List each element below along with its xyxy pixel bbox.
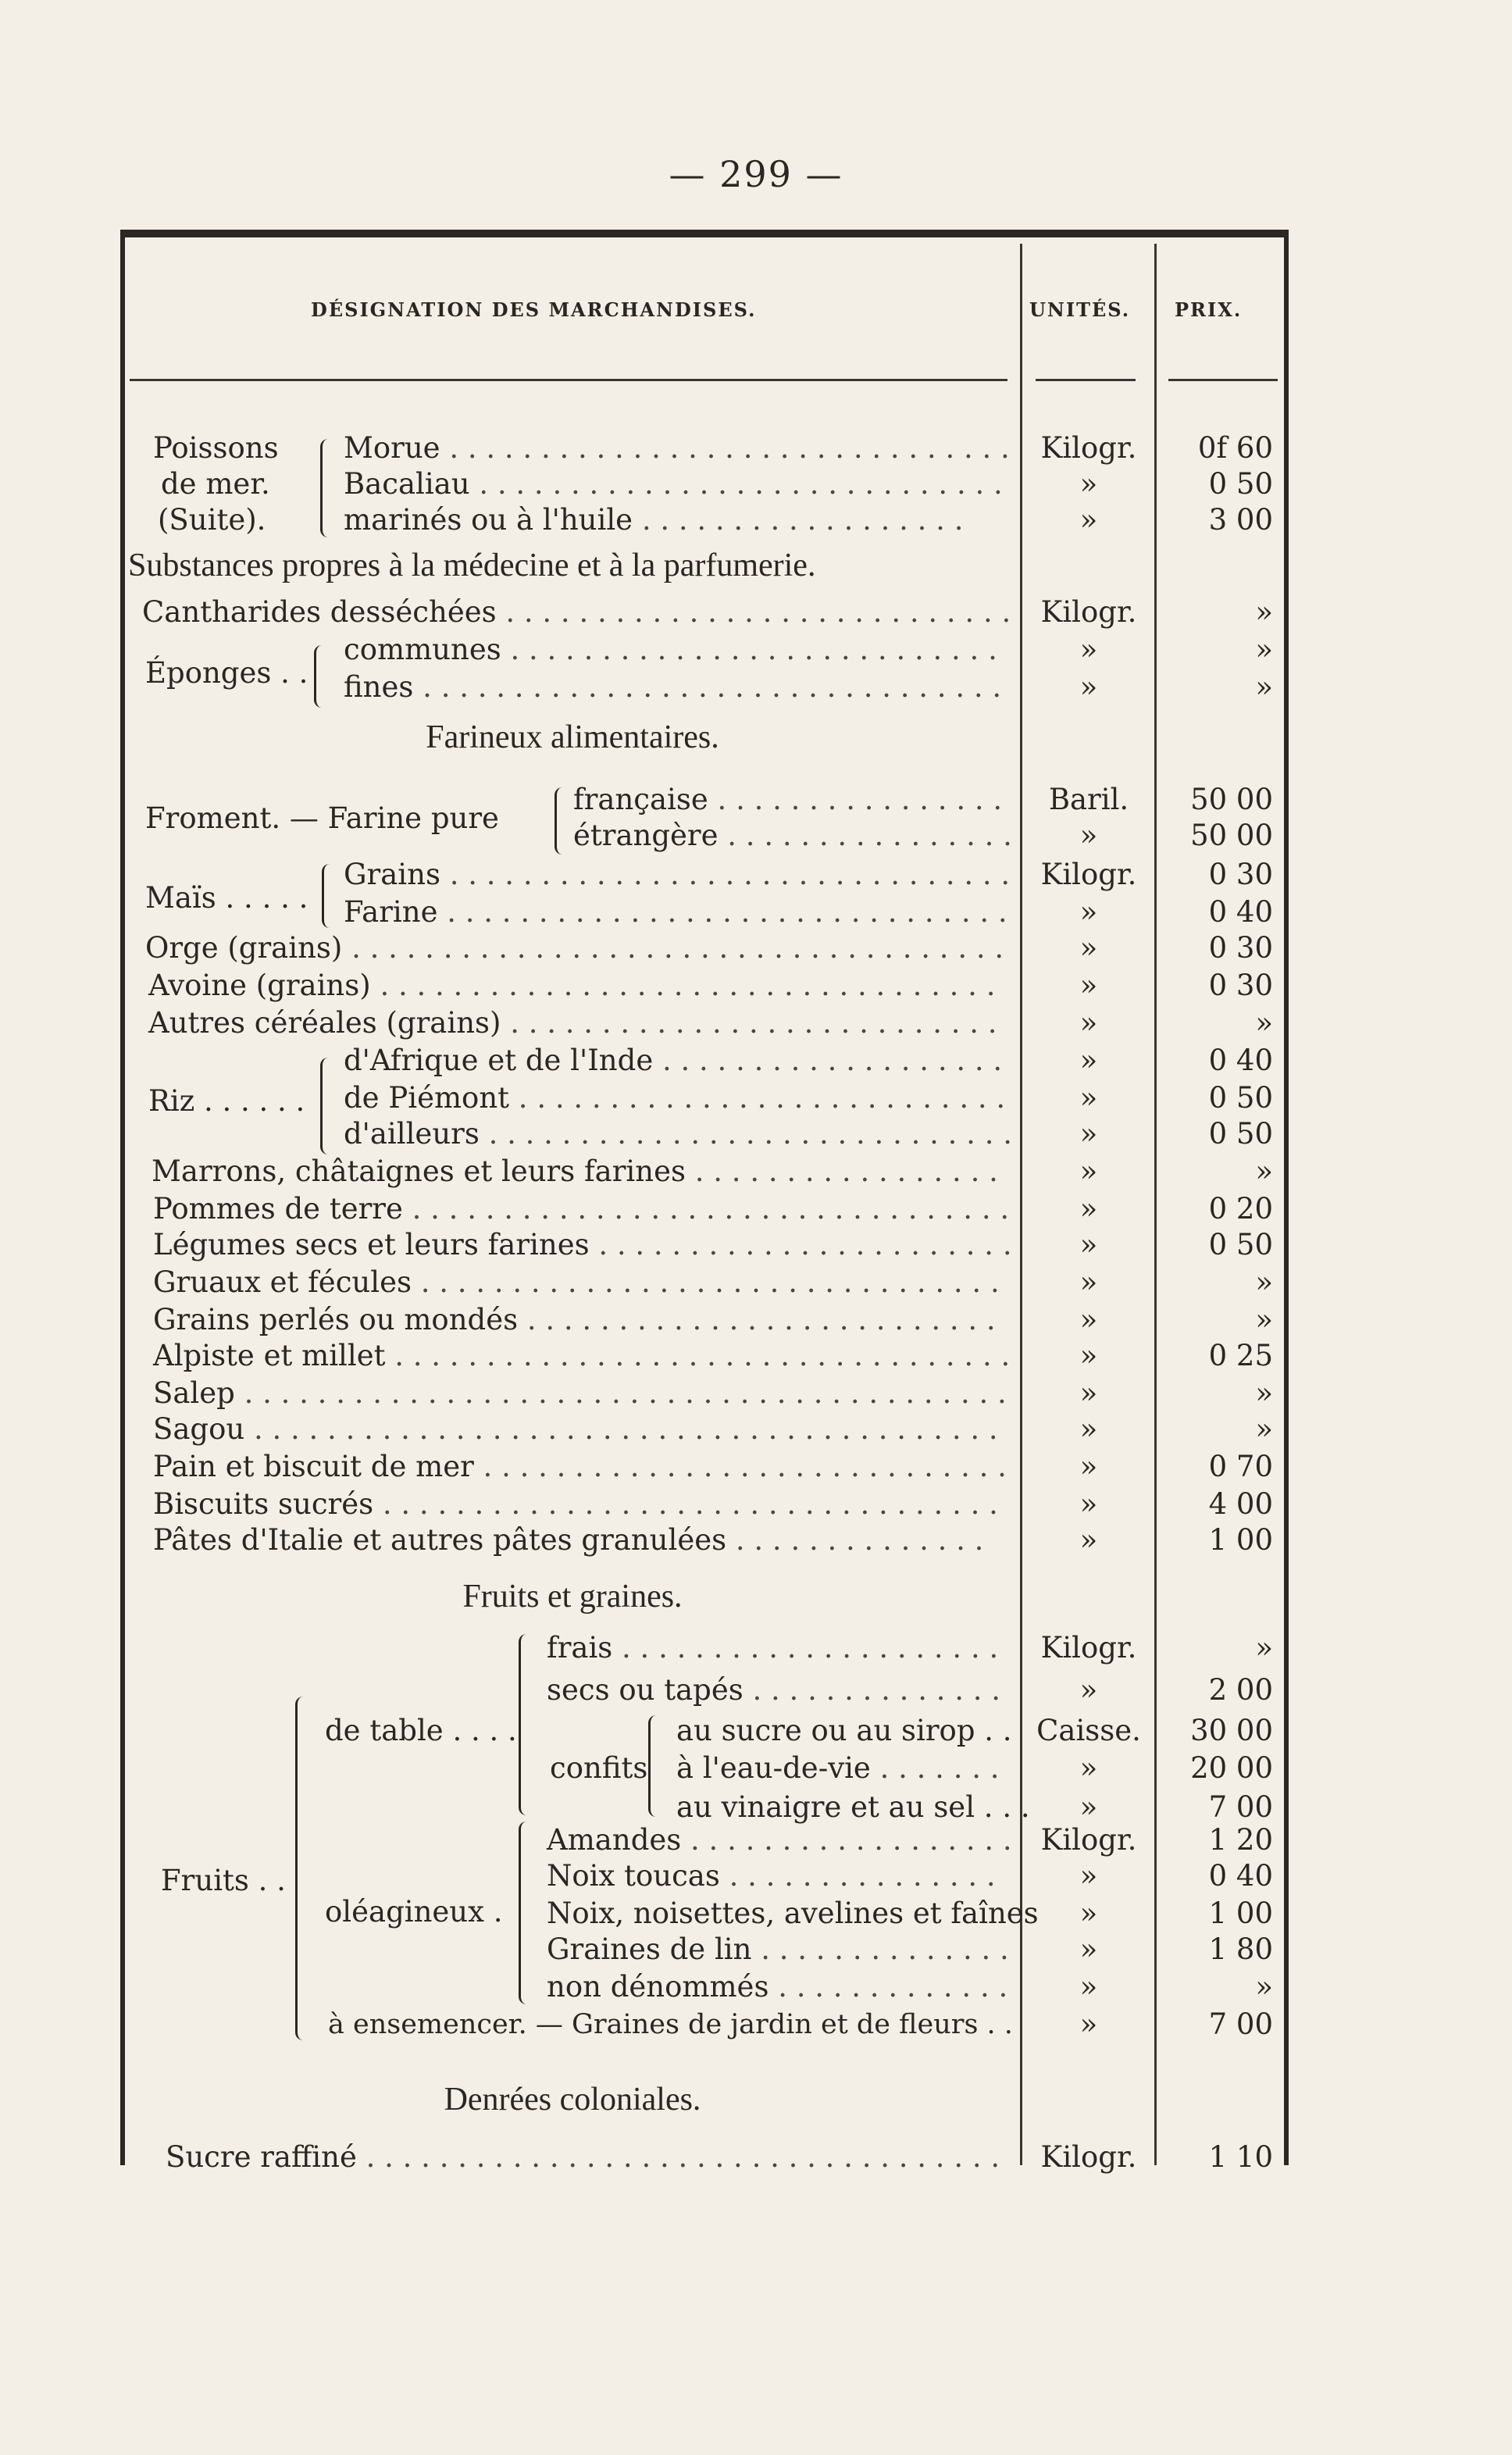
price-cell: 4 00 — [1208, 1487, 1273, 1521]
unit-cell: » — [1079, 1970, 1098, 2004]
section-heading: Fruits et graines. — [462, 1579, 683, 1615]
price-cell: » — [1255, 1265, 1273, 1299]
item-label: Avoine (grains) . . . . . . . . . . . . . . . . . . . . . . . . . . . . . . . . . . — [148, 969, 996, 1002]
price-cell: » — [1255, 633, 1273, 666]
unit-cell: » — [1079, 1376, 1098, 1410]
item-label: Légumes secs et leurs farines . . . . . . . . . . . . . . . . . . . . . . . — [153, 1228, 1012, 1261]
unit-cell: Kilogr. — [1040, 595, 1137, 629]
unit-cell: » — [1079, 503, 1098, 537]
item-label: étrangère . . . . . . . . . . . . . . . . — [573, 819, 1012, 852]
item-label: marinés ou à l'huile . . . . . . . . . . . . . . . . . . — [344, 503, 964, 537]
price-cell: 1 80 — [1208, 1932, 1273, 1966]
unit-cell: » — [1079, 1117, 1098, 1151]
item-label: française . . . . . . . . . . . . . . . . — [573, 783, 1003, 816]
item-label: Orge (grains) . . . . . . . . . . . . . . . . . . . . . . . . . . . . . . . . . . . . — [145, 931, 1004, 965]
price-cell: 2 00 — [1208, 1673, 1273, 1707]
price-cell: 0 25 — [1208, 1339, 1273, 1372]
unit-cell: » — [1079, 1932, 1098, 1966]
unit-cell: » — [1079, 1790, 1098, 1824]
price-cell: » — [1255, 1006, 1273, 1040]
price-cell: 0 40 — [1208, 1859, 1273, 1893]
item-label: Grains . . . . . . . . . . . . . . . . . . . . . . . . . . . . . . . — [344, 858, 1011, 891]
price-cell: 0f 60 — [1197, 431, 1273, 465]
price-cell: 0 50 — [1208, 467, 1273, 501]
item-label: Farine . . . . . . . . . . . . . . . . . . . . . . . . . . . . . . . — [344, 895, 1007, 929]
item-label: au vinaigre et au sel . . . — [676, 1790, 1030, 1824]
price-cell: 3 00 — [1208, 503, 1273, 537]
item-label: à ensemencer. — Graines de jardin et de fleurs . . — [328, 2009, 1013, 2040]
unit-cell: Kilogr. — [1040, 1631, 1137, 1665]
unit-cell: » — [1079, 1081, 1098, 1115]
item-label: Cantharides desséchées . . . . . . . . . . . . . . . . . . . . . . . . . . . . — [142, 595, 1011, 629]
unit-cell: Kilogr. — [1040, 858, 1137, 891]
group-label-mais: Maïs . . . . . — [145, 881, 308, 915]
item-label: Autres céréales (grains) . . . . . . . . . . . . . . . . . . . . . . . . . . . — [148, 1006, 997, 1040]
header-unites: UNITÉS. — [1029, 298, 1131, 321]
unit-cell: » — [1079, 1751, 1098, 1785]
unit-cell: Kilogr. — [1040, 1823, 1137, 1857]
brace — [555, 787, 566, 855]
price-cell: 0 70 — [1208, 1450, 1273, 1483]
section-heading: Farineux alimentaires. — [426, 719, 719, 755]
unit-cell: » — [1079, 1412, 1098, 1446]
brace — [519, 1634, 530, 1815]
price-cell: 0 50 — [1208, 1117, 1273, 1151]
brace — [519, 1822, 530, 2004]
price-cell: » — [1255, 1631, 1273, 1665]
unit-cell: » — [1079, 1044, 1098, 1077]
item-label: Marrons, châtaignes et leurs farines . . . . . . . . . . . . . . . . . — [152, 1154, 998, 1188]
price-cell: » — [1255, 1154, 1273, 1188]
item-label: Morue . . . . . . . . . . . . . . . . . . . . . . . . . . . . . . . — [344, 431, 1010, 465]
price-cell: 0 50 — [1208, 1081, 1273, 1115]
item-label: frais . . . . . . . . . . . . . . . . . . . . . — [547, 1631, 999, 1665]
price-cell: » — [1255, 670, 1273, 704]
header-rule — [1036, 379, 1136, 381]
unit-cell: » — [1079, 670, 1098, 704]
section-heading: Denrées coloniales. — [444, 2082, 701, 2118]
unit-cell: » — [1079, 931, 1098, 965]
header-rule — [1168, 379, 1278, 381]
price-cell: 30 00 — [1190, 1714, 1273, 1747]
group-label-oleagineux: oléagineux . — [325, 1895, 503, 1929]
price-cell: » — [1255, 1412, 1273, 1446]
item-label: Pommes de terre . . . . . . . . . . . . . . . . . . . . . . . . . . . . . . . . . — [153, 1192, 1010, 1226]
unit-cell: » — [1079, 1154, 1098, 1188]
group-label-fruits: Fruits . . — [161, 1864, 286, 1897]
group-label-poissons: Poissons — [153, 431, 279, 465]
table-frame-top — [120, 230, 1289, 237]
item-label: Pain et biscuit de mer . . . . . . . . . . . . . . . . . . . . . . . . . . . . . — [153, 1450, 1007, 1483]
unit-cell: » — [1079, 633, 1098, 666]
table-frame-right — [1284, 230, 1289, 2165]
unit-cell: » — [1079, 2007, 1098, 2041]
item-label: Salep . . . . . . . . . . . . . . . . . . . . . . . . . . . . . . . . . . . . . . . . . . — [153, 1376, 1007, 1410]
brace — [314, 645, 326, 708]
item-label: Bacaliau . . . . . . . . . . . . . . . . . . . . . . . . . . . . . — [344, 467, 1003, 501]
price-cell: 0 50 — [1208, 1228, 1273, 1261]
item-label: d'ailleurs . . . . . . . . . . . . . . . . . . . . . . . . . . . . . — [344, 1117, 1012, 1151]
unit-cell: » — [1079, 1859, 1098, 1893]
price-cell: 0 20 — [1208, 1192, 1273, 1226]
item-label: Graines de lin . . . . . . . . . . . . . . — [547, 1932, 1009, 1966]
unit-cell: » — [1079, 1265, 1098, 1299]
price-cell: 7 00 — [1208, 2007, 1273, 2041]
price-cell: 0 40 — [1208, 895, 1273, 929]
item-label: Noix, noisettes, avelines et faînes — [547, 1897, 1039, 1930]
unit-cell: » — [1079, 1192, 1098, 1226]
price-cell: » — [1255, 1376, 1273, 1410]
item-label: Pâtes d'Italie et autres pâtes granulées . . . . . . . . . . . . . . — [153, 1523, 984, 1557]
unit-cell: » — [1079, 895, 1098, 929]
price-cell: 0 30 — [1208, 969, 1273, 1002]
brace — [320, 1058, 332, 1154]
header-prix: PRIX. — [1175, 298, 1243, 321]
unit-cell: » — [1079, 1228, 1098, 1261]
brace — [320, 439, 332, 537]
item-label: Alpiste et millet . . . . . . . . . . . . . . . . . . . . . . . . . . . . . . . . . . — [153, 1339, 1011, 1372]
unit-cell: » — [1079, 1897, 1098, 1930]
group-label-de-table: de table . . . . — [325, 1714, 517, 1747]
item-label: Amandes . . . . . . . . . . . . . . . . . . — [547, 1823, 1012, 1857]
item-label: secs ou tapés . . . . . . . . . . . . . . — [547, 1673, 1001, 1707]
price-cell: 0 30 — [1208, 931, 1273, 965]
price-cell: 50 00 — [1190, 783, 1273, 816]
unit-cell: Kilogr. — [1040, 431, 1137, 465]
price-cell: 1 20 — [1208, 1823, 1273, 1857]
group-label-froment: Froment. — Farine pure — [145, 801, 499, 835]
unit-cell: » — [1079, 819, 1098, 852]
price-cell: 0 40 — [1208, 1044, 1273, 1077]
item-label: communes . . . . . . . . . . . . . . . . . . . . . . . . . . . — [344, 633, 997, 666]
unit-cell: Kilogr. — [1040, 2140, 1137, 2174]
price-cell: 1 00 — [1208, 1523, 1273, 1557]
price-cell: 1 00 — [1208, 1897, 1273, 1930]
item-label: Sucre raffiné . . . . . . . . . . . . . . . . . . . . . . . . . . . . . . . . . . . — [166, 2140, 1000, 2174]
price-cell: 20 00 — [1190, 1751, 1273, 1785]
item-label: de Piémont . . . . . . . . . . . . . . . . . . . . . . . . . . . — [344, 1081, 1006, 1115]
group-label-poissons: (Suite). — [158, 503, 266, 537]
item-label: d'Afrique et de l'Inde . . . . . . . . . . . . . . . . . . . — [344, 1044, 1003, 1077]
brace — [295, 1697, 308, 2040]
header-designation: DÉSIGNATION DES MARCHANDISES. — [311, 298, 757, 321]
unit-cell: » — [1079, 1006, 1098, 1040]
unit-cell: Baril. — [1048, 783, 1129, 816]
brace — [648, 1715, 660, 1817]
price-cell: » — [1255, 1970, 1273, 2004]
item-label: non dénommés . . . . . . . . . . . . . — [547, 1970, 1008, 2004]
price-cell: 1 10 — [1208, 2140, 1273, 2174]
page-number: — 299 — — [669, 153, 843, 195]
brace — [322, 864, 333, 928]
price-cell: 0 30 — [1208, 858, 1273, 891]
price-cell: » — [1255, 1303, 1273, 1336]
group-label-eponges: Éponges . . — [145, 656, 308, 690]
price-cell: 7 00 — [1208, 1790, 1273, 1824]
unit-cell: » — [1079, 467, 1098, 501]
unit-cell: » — [1079, 1303, 1098, 1336]
unit-cell: » — [1079, 1523, 1098, 1557]
item-label: Grains perlés ou mondés . . . . . . . . . . . . . . . . . . . . . . . . . . — [153, 1303, 996, 1336]
item-label: fines . . . . . . . . . . . . . . . . . . . . . . . . . . . . . . . . — [344, 670, 1002, 704]
unit-cell: Caisse. — [1036, 1714, 1141, 1747]
unit-cell: » — [1079, 969, 1098, 1002]
item-label: au sucre ou au sirop . . — [676, 1714, 1012, 1747]
unit-cell: » — [1079, 1339, 1098, 1372]
item-label: à l'eau-de-vie . . . . . . . — [676, 1751, 1000, 1785]
unit-cell: » — [1079, 1487, 1098, 1521]
unit-cell: » — [1079, 1673, 1098, 1707]
item-label: Noix toucas . . . . . . . . . . . . . . . — [547, 1859, 996, 1893]
section-heading: Substances propres à la médecine et à la parfumerie. — [128, 548, 816, 583]
price-cell: 50 00 — [1190, 819, 1273, 852]
table-frame-left — [120, 230, 125, 2165]
item-label: Sagou . . . . . . . . . . . . . . . . . . . . . . . . . . . . . . . . . . . . . . . . . — [153, 1412, 998, 1446]
header-rule — [130, 379, 1007, 381]
item-label: Gruaux et fécules . . . . . . . . . . . . . . . . . . . . . . . . . . . . . . . . — [153, 1265, 1000, 1299]
item-label: Biscuits sucrés . . . . . . . . . . . . . . . . . . . . . . . . . . . . . . . . . . — [153, 1487, 998, 1521]
group-label-poissons: de mer. — [161, 467, 270, 501]
price-cell: » — [1255, 595, 1273, 629]
group-label-riz: Riz . . . . . . — [148, 1084, 305, 1118]
group-label-confits: confits — [550, 1751, 648, 1785]
unit-cell: » — [1079, 1450, 1098, 1483]
